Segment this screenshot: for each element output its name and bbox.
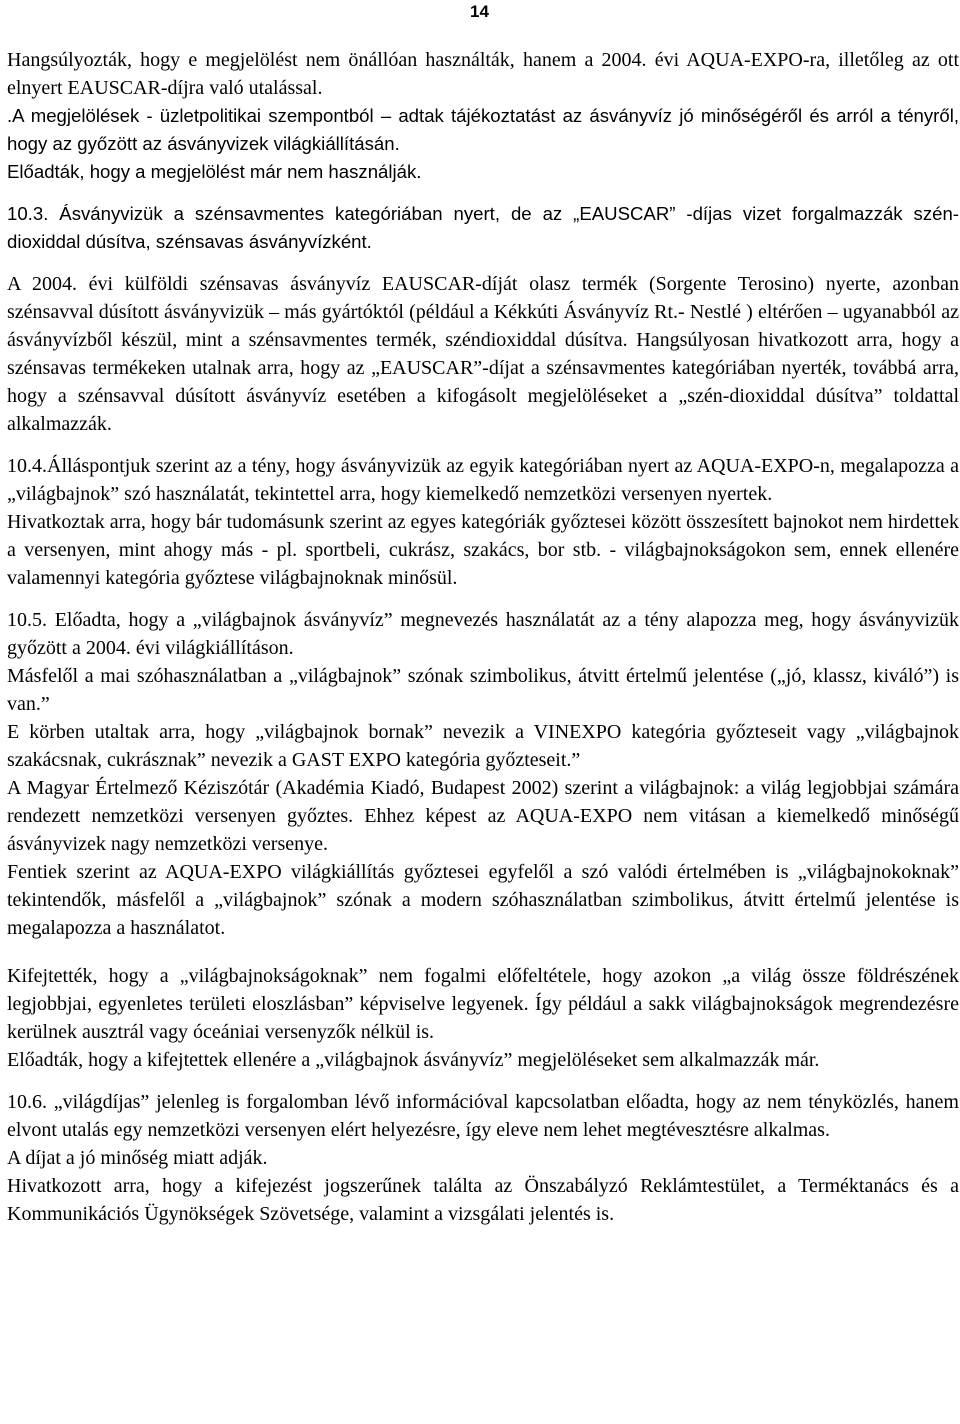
paragraph-intro: Hangsúlyozták, hogy e megjelölést nem önállóan használták, hanem a 2004. évi AQUA-EXPO-ra, illetőleg az ott elnyert EAUSCAR-díjra való utalással. xyxy=(7,49,959,99)
page-number: 14 xyxy=(470,2,489,21)
paragraph-10-6: 10.6. „világdíjas” jelenleg is forgalomban lévő információval kapcsolatban előadta, hogy az nem tényközlés, hanem elvont utalás egy nemzetközi versenyen elért helyezésre, így eleve nem lehet megtévesztésre alkalmas. xyxy=(7,1091,959,1141)
paragraph-vinexpo: E körben utaltak arra, hogy „világbajnok bornak” nevezik a VINEXPO kategória győzteseit vagy „világbajnok szakácsnak, cukrásznak” nevezik a GAST EXPO kategória győzteseit.” xyxy=(7,721,959,771)
paragraph-categories: Hivatkoztak arra, hogy bár tudomásunk szerint az egyes kategóriák győztesei között összesített bajnokot nem hirdettek a versenyen, mint ahogy más - pl. sportbeli, cukrász, szakács, bor stb. - világbajnokságokon sem, ennek ellenére valamennyi kategória győztese világbajnoknak minősül. xyxy=(7,511,959,589)
paragraph-no-longer-used: Előadták, hogy a megjelölést már nem használják. xyxy=(7,161,422,182)
paragraph-2004-award: A 2004. évi külföldi szénsavas ásványvíz EAUSCAR-díját olasz termék (Sorgente Terosino) nyerte, azonban szénsavval dúsított ásványvizük – más gyártóktól (például a Kékkúti Ásványvíz Rt.- Nestlé ) eltérően – ugyanabból az ásványvízből készül, mint a szénsavmentes termék, széndioxiddal dúsítva. Hangsúlyosan hivatkozott arra, hogy a szénsavas termékeken utalnak arra, hogy az „EAUSCAR”-díjat a szénsavmentes kategóriában nyerték, továbbá arra, hogy a szénsavval dúsított ásványvíz esetében a kifogásolt megjelöléseket a „szén-dioxiddal dúsítva” toldattal alkalmazzák. xyxy=(7,273,959,435)
paragraph-championships: Kifejtették, hogy a „világbajnokságoknak” nem fogalmi előfeltétele, hogy azokon „a világ össze földrészének legjobbjai, egyenletes területi eloszlásban” képviselve legyenek. Így például a sakk világbajnokságok megrendezésre kerülnek ausztrál vagy óceániai versenyzők nélkül is. xyxy=(7,965,959,1043)
paragraph-self-regulatory: Hivatkozott arra, hogy a kifejezést jogszerűnek találta az Önszabályzó Reklámtestület, a Terméktanács és a Kommunikációs Ügynökségek Szövetsége, valamint a vizsgálati jelentés is. xyxy=(7,1175,959,1225)
paragraph-10-4: 10.4.Álláspontjuk szerint az a tény, hogy ásványvizük az egyik kategóriában nyert az AQUA-EXPO-n, megalapozza a „világbajnok” szó használatát, tekintettel arra, hogy kiemelkedő nemzetközi versenyen nyertek. xyxy=(7,455,959,505)
document-body xyxy=(7,46,959,1228)
paragraph-quality: A díjat a jó minőség miatt adják. xyxy=(7,1147,268,1169)
paragraph-not-applied: Előadták, hogy a kifejtettek ellenére a „világbajnok ásványvíz” megjelöléseket sem alkalmazzák már. xyxy=(7,1049,820,1071)
paragraph-designations: .A megjelölések - üzletpolitikai szempontból – adtak tájékoztatást az ásványvíz jó minőségéről és arról a tényről, hogy az győzött az ásványvizek világkiállításán. xyxy=(7,105,959,154)
paragraph-10-5: 10.5. Előadta, hogy a „világbajnok ásványvíz” megnevezés használatát az a tény alapozza meg, hogy ásványvizük győzött a 2004. évi világkiállításon. xyxy=(7,609,959,659)
paragraph-dictionary: A Magyar Értelmező Kéziszótár (Akadémia Kiadó, Budapest 2002) szerint a világbajnok: a világ legjobbjai számára rendezett nemzetközi versenyen győztes. Ehhez képest az AQUA-EXPO nem vitásan a kiemelkedő minőségű ásványvizek nagy nemzetközi versenye. xyxy=(7,777,959,855)
paragraph-conclusion: Fentiek szerint az AQUA-EXPO világkiállítás győztesei egyfelől a szó valódi értelmében is „világbajnokoknak” tekintendők, másfelől a „világbajnok” szónak a modern szóhasználatban szimbolikus, átvitt értelmű jelentése is megalapozza a használatot. xyxy=(7,861,959,939)
paragraph-10-3: 10.3. Ásványvizük a szénsavmentes kategóriában nyert, de az „EAUSCAR” -díjas vizet forgalmazzák szén-dioxiddal dúsítva, szénsavas ásványvízként. xyxy=(7,203,959,252)
paragraph-symbolic-meaning: Másfelől a mai szóhasználatban a „világbajnok” szónak szimbolikus, átvitt értelmű jelentése („jó, klassz, kiváló”) is van.” xyxy=(7,665,959,715)
